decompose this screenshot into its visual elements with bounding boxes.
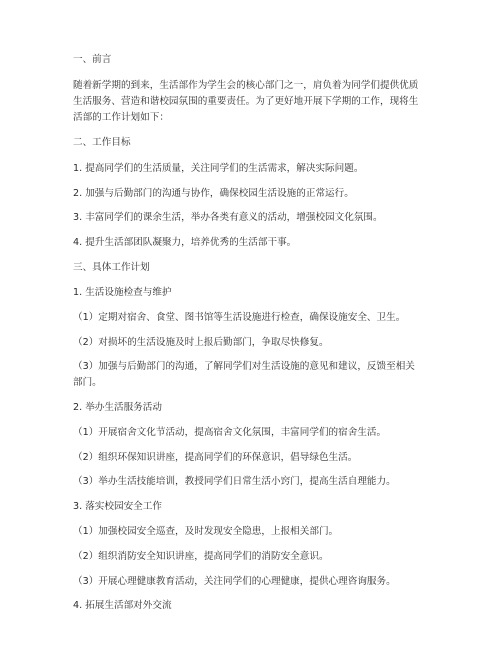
plan-2-item-1: （1）开展宿舍文化节活动，提高宿舍文化氛围，丰富同学们的宿舍生活。 <box>73 427 387 438</box>
goal-item-2: 2. 加强与后勤部门的沟通与协作，确保校园生活设施的正常运行。 <box>73 188 354 199</box>
plan-1-item-1: （1）定期对宿舍、食堂、图书馆等生活设施进行检查，确保设施安全、卫生。 <box>73 312 406 323</box>
intro-paragraph-line-3: 活部的工作计划如下： <box>73 112 169 123</box>
plan-2-title: 2. 举办生活服务活动 <box>73 402 162 413</box>
goal-item-4: 4. 提升生活部团队凝聚力，培养优秀的生活部干事。 <box>73 237 297 248</box>
intro-paragraph-line-1: 随着新学期的到来，生活部作为学生会的核心部门之一，肩负着为同学们提供优质 <box>73 80 419 91</box>
plan-1-title: 1. 生活设施检查与维护 <box>73 287 172 298</box>
goal-item-3: 3. 丰富同学们的课余生活，举办各类有意义的活动，增强校园文化氛围。 <box>73 212 383 223</box>
intro-paragraph-line-2: 生活服务、营造和谐校园氛围的重要责任。为了更好地开展下学期的工作，现将生 <box>73 96 419 107</box>
plan-2-item-2: （2）组织环保知识讲座，提高同学们的环保意识，倡导绿色生活。 <box>73 452 358 463</box>
plan-3-item-3: （3）开展心理健康教育活动，关注同学们的心理健康，提供心理咨询服务。 <box>73 576 396 587</box>
plan-3-item-2: （2）组织消防安全知识讲座，提高同学们的消防安全意识。 <box>73 551 329 562</box>
plan-2-item-3: （3）举办生活技能培训，教授同学们日常生活小窍门，提高生活自理能力。 <box>73 476 396 487</box>
goal-item-1: 1. 提高同学们的生活质量，关注同学们的生活需求，解决实际问题。 <box>73 163 364 174</box>
section-title-preface: 一、前言 <box>73 54 112 65</box>
section-title-plan: 三、具体工作计划 <box>73 262 150 273</box>
plan-1-item-3-line-1: （3）加强与后勤部门的沟通，了解同学们对生活设施的意见和建议，反馈至相关 <box>73 361 415 372</box>
plan-3-title: 3. 落实校园安全工作 <box>73 501 162 512</box>
plan-4-title: 4. 拓展生活部对外交流 <box>73 600 172 611</box>
plan-1-item-3-line-2: 部门。 <box>73 377 102 388</box>
plan-3-item-1: （1）加强校园安全巡查，及时发现安全隐患，上报相关部门。 <box>73 526 339 537</box>
section-title-goals: 二、工作目标 <box>73 137 131 148</box>
plan-1-item-2: （2）对损坏的生活设施及时上报后勤部门，争取尽快修复。 <box>73 337 329 348</box>
